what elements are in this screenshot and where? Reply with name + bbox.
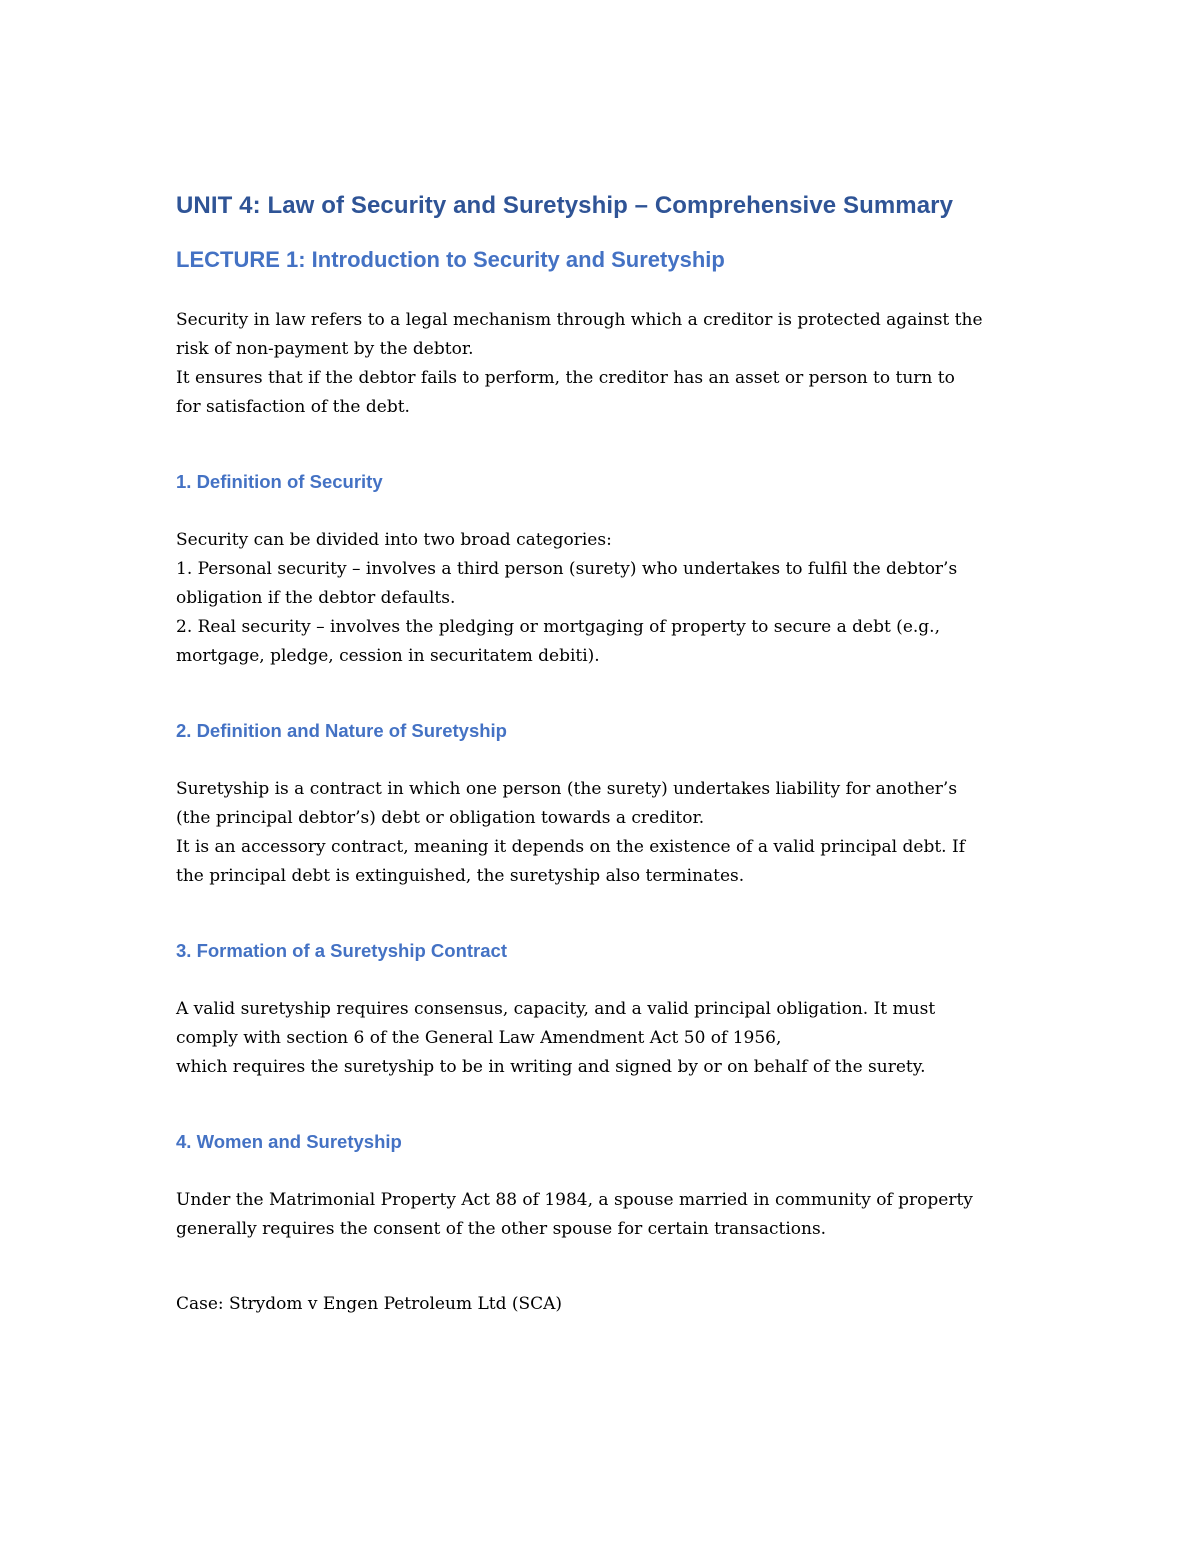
section-line: mortgage, pledge, cession in securitatem debiti). bbox=[176, 646, 600, 666]
section-line: the principal debt is extinguished, the suretyship also terminates. bbox=[176, 866, 745, 886]
section-line: Suretyship is a contract in which one person (the surety) undertakes liability for another’s bbox=[176, 779, 958, 799]
section-line: which requires the suretyship to be in writing and signed by or on behalf of the surety. bbox=[176, 1057, 926, 1077]
section-body bbox=[176, 1186, 1036, 1244]
document-title: UNIT 4: Law of Security and Suretyship – Comprehensive Summary bbox=[176, 192, 954, 219]
section-line: comply with section 6 of the General Law Amendment Act 50 of 1956, bbox=[176, 1028, 782, 1048]
intro-line: for satisfaction of the debt. bbox=[176, 397, 410, 417]
intro-line: risk of non-payment by the debtor. bbox=[176, 339, 474, 359]
section-line: Under the Matrimonial Property Act 88 of 1984, a spouse married in community of property bbox=[176, 1190, 973, 1210]
section-line: Security can be divided into two broad categories: bbox=[176, 530, 612, 550]
section-body bbox=[176, 526, 1036, 671]
section-line: obligation if the debtor defaults. bbox=[176, 588, 456, 608]
document-content bbox=[176, 186, 1036, 1319]
section-heading-definition-and-nature-of-suretyship: 2. Definition and Nature of Suretyship bbox=[176, 720, 507, 741]
section-line: 1. Personal security – involves a third person (surety) who undertakes to fulfil the debtor’s bbox=[176, 559, 958, 579]
section-line: generally requires the consent of the other spouse for certain transactions. bbox=[176, 1219, 827, 1239]
section-body bbox=[176, 995, 1036, 1082]
intro-line: Security in law refers to a legal mechanism through which a creditor is protected against the bbox=[176, 310, 983, 330]
section-heading-definition-of-security: 1. Definition of Security bbox=[176, 471, 383, 492]
section-body bbox=[176, 775, 1036, 891]
intro-line: It ensures that if the debtor fails to perform, the creditor has an asset or person to turn to bbox=[176, 368, 955, 388]
section-line: It is an accessory contract, meaning it depends on the existence of a valid principal debt. If bbox=[176, 837, 965, 857]
lecture-heading: LECTURE 1: Introduction to Security and Suretyship bbox=[176, 247, 725, 272]
section-line: 2. Real security – involves the pledging or mortgaging of property to secure a debt (e.g., bbox=[176, 617, 940, 637]
section-line: A valid suretyship requires consensus, capacity, and a valid principal obligation. It must bbox=[176, 999, 936, 1019]
case-citation: Case: Strydom v Engen Petroleum Ltd (SCA) bbox=[176, 1294, 563, 1314]
intro-paragraph bbox=[176, 306, 1036, 422]
section-line: (the principal debtor’s) debt or obligation towards a creditor. bbox=[176, 808, 705, 828]
section-heading-formation-of-suretyship-contract: 3. Formation of a Suretyship Contract bbox=[176, 940, 507, 961]
section-heading-women-and-suretyship: 4. Women and Suretyship bbox=[176, 1131, 402, 1152]
